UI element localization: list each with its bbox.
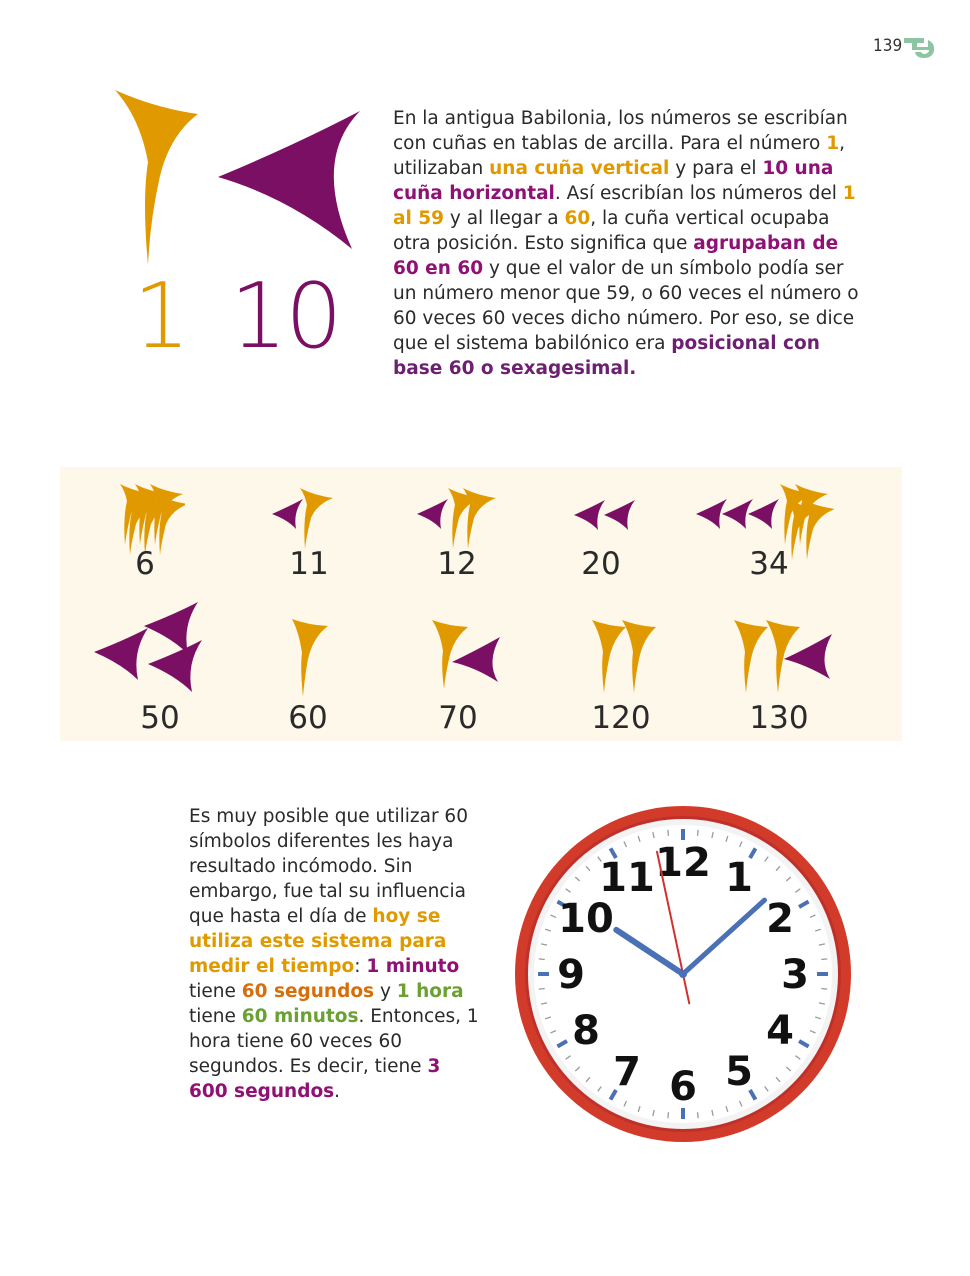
- horizontal-wedge-icon: [218, 111, 360, 249]
- clock-center-pin: [679, 970, 687, 978]
- symbol-50: [92, 597, 217, 697]
- symbol-label: 70: [438, 700, 478, 736]
- symbol-20: [572, 492, 652, 542]
- symbol-label: 12: [437, 546, 477, 582]
- page-number: 139: [873, 36, 903, 56]
- symbol-70: [430, 617, 510, 697]
- clock-hour-label: 6: [669, 1064, 697, 1110]
- hero-wedges: [100, 80, 370, 280]
- minute-tick: [821, 989, 827, 990]
- symbol-label: 130: [749, 700, 809, 736]
- vertical-wedge-icon: [115, 90, 198, 265]
- hero-number-one: 1: [133, 264, 189, 369]
- minute-tick: [698, 1112, 699, 1118]
- minute-tick: [821, 959, 827, 960]
- symbol-label: 20: [581, 546, 621, 582]
- clock-hour-label: 5: [725, 1048, 753, 1095]
- minute-tick: [668, 1112, 669, 1118]
- intro-paragraph: En la antigua Babilonia, los números se escribían con cuñas en tablas de arcilla. Para el número 1, utilizaban una cuña vertical y para el 10 una cuña horizontal. Así escribían los números del 1 al 59 y al llegar a 60, la cuña vertical ocupaba otra posición. Esto significa que agrupaban de 60 en 60 y que el valor de un símbolo podía ser un número menor que 59, o 60 veces el número o 60 veces 60 veces dicho número. Por eso, se dice que el sistema babilónico era posicional con base 60 o sexagesimal.: [393, 108, 859, 379]
- clock: [512, 803, 854, 1145]
- clock-hour-label: 4: [766, 1008, 794, 1054]
- minute-tick: [539, 959, 545, 960]
- clock-hour-label: 1: [725, 855, 753, 902]
- greek-fret-icon: [904, 36, 936, 60]
- clock-hour-label: 8: [572, 1008, 600, 1054]
- symbol-label: 50: [140, 700, 180, 736]
- symbol-130: [732, 617, 842, 702]
- symbol-label: 11: [289, 546, 329, 582]
- symbol-label: 34: [749, 546, 789, 582]
- time-paragraph: Es muy posible que utilizar 60 símbolos diferentes les haya resultado incómodo. Sin embargo, fue tal su influencia que hasta el día de hoy se utiliza este sistema para medir el tiempo: 1 minuto tiene 60 segundos y 1 hora tiene 60 minutos. Entonces, 1 hora tiene 60 veces 60 segundos. Es decir, tiene 3 600 segundos.: [189, 806, 479, 1102]
- hero-number-ten: 10: [230, 264, 341, 369]
- clock-hour-label: 3: [781, 952, 809, 998]
- clock-hour-label: 7: [613, 1048, 641, 1095]
- clock-hour-label: 12: [655, 840, 711, 886]
- clock-hour-label: 10: [558, 896, 614, 942]
- clock-hour-label: 11: [599, 855, 655, 902]
- symbol-60: [288, 617, 338, 702]
- clock-hour-label: 9: [557, 952, 585, 998]
- symbol-12: [415, 485, 505, 555]
- clock-hour-label: 2: [766, 896, 794, 942]
- minute-tick: [698, 830, 699, 836]
- symbol-label: 6: [135, 546, 155, 582]
- symbols-panel: [60, 467, 902, 741]
- minute-tick: [668, 830, 669, 836]
- symbol-120: [590, 617, 670, 702]
- symbol-11: [270, 485, 340, 555]
- minute-tick: [539, 989, 545, 990]
- symbol-label: 120: [591, 700, 651, 736]
- symbol-label: 60: [288, 700, 328, 736]
